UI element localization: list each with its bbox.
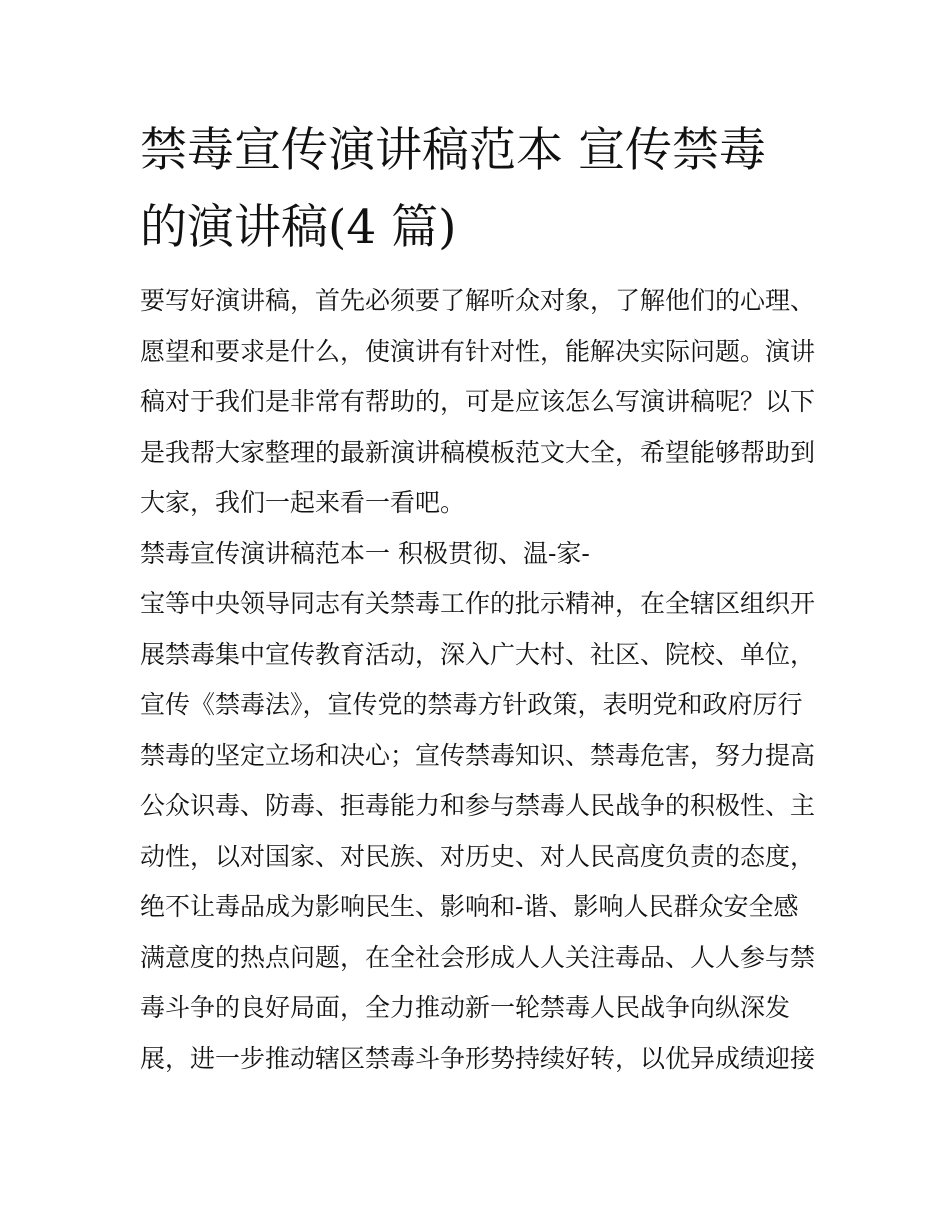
- title-line: 的演讲稿(4 篇): [140, 200, 457, 255]
- section-paragraph-line: 禁毒的坚定立场和决心；宣传禁毒知识、禁毒危害，努力提高: [140, 740, 816, 770]
- section-paragraph-line: 展禁毒集中宣传教育活动，深入广大村、社区、院校、单位，: [140, 639, 816, 669]
- document-title: [140, 112, 820, 266]
- section-paragraph-line: 公众识毒、防毒、拒毒能力和参与禁毒人民战争的积极性、主: [140, 791, 816, 820]
- section-paragraph-line: 宝等中央领导同志有关禁毒工作的批示精神，在全辖区组织开: [140, 589, 816, 618]
- intro-paragraph-line: 愿望和要求是什么，使演讲有针对性，能解决实际问题。演讲: [140, 336, 816, 366]
- document-body: [140, 276, 820, 1084]
- intro-paragraph-line: 稿对于我们是非常有帮助的，可是应该怎么写演讲稿呢？以下: [140, 387, 816, 416]
- intro-paragraph-line: 大家，我们一起来看一看吧。: [140, 488, 466, 517]
- section-paragraph-line: 毒斗争的良好局面，全力推动新一轮禁毒人民战争向纵深发: [140, 993, 791, 1022]
- section-paragraph-line: 宣传《禁毒法》，宣传党的禁毒方针政策，表明党和政府厉行: [140, 690, 803, 719]
- section-heading-line: 禁毒宣传演讲稿范本一 积极贯彻、温-家-: [140, 538, 590, 568]
- section-paragraph-line: 满意度的热点问题，在全社会形成人人关注毒品、人人参与禁: [140, 942, 816, 972]
- section-paragraph-line: 绝不让毒品成为影响民生、影响和-谐、影响人民群众安全感: [140, 892, 799, 921]
- section-paragraph-line: 动性，以对国家、对民族、对历史、对人民高度负责的态度，: [140, 841, 816, 871]
- section-paragraph-line: 展，进一步推动辖区禁毒斗争形势持续好转，以优异成绩迎接: [140, 1043, 816, 1073]
- intro-paragraph-line: 是我帮大家整理的最新演讲稿模板范文大全，希望能够帮助到: [140, 437, 816, 467]
- title-line: 禁毒宣传演讲稿范本 宣传禁毒: [140, 123, 766, 178]
- intro-paragraph-line: 要写好演讲稿，首先必须要了解听众对象，了解他们的心理、: [140, 286, 816, 315]
